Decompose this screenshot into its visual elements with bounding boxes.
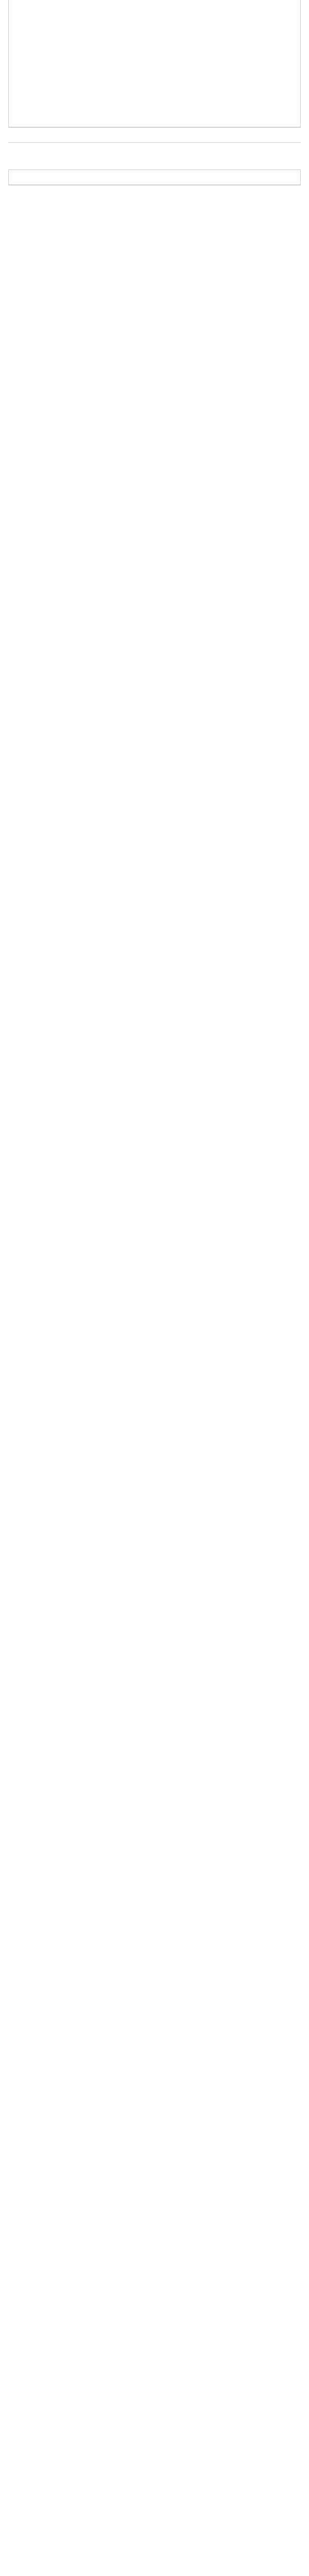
main-table: [8, 170, 301, 185]
section-label: [8, 127, 301, 143]
top-table: [8, 0, 301, 127]
page-title: [9, 170, 300, 185]
page: [0, 0, 309, 185]
